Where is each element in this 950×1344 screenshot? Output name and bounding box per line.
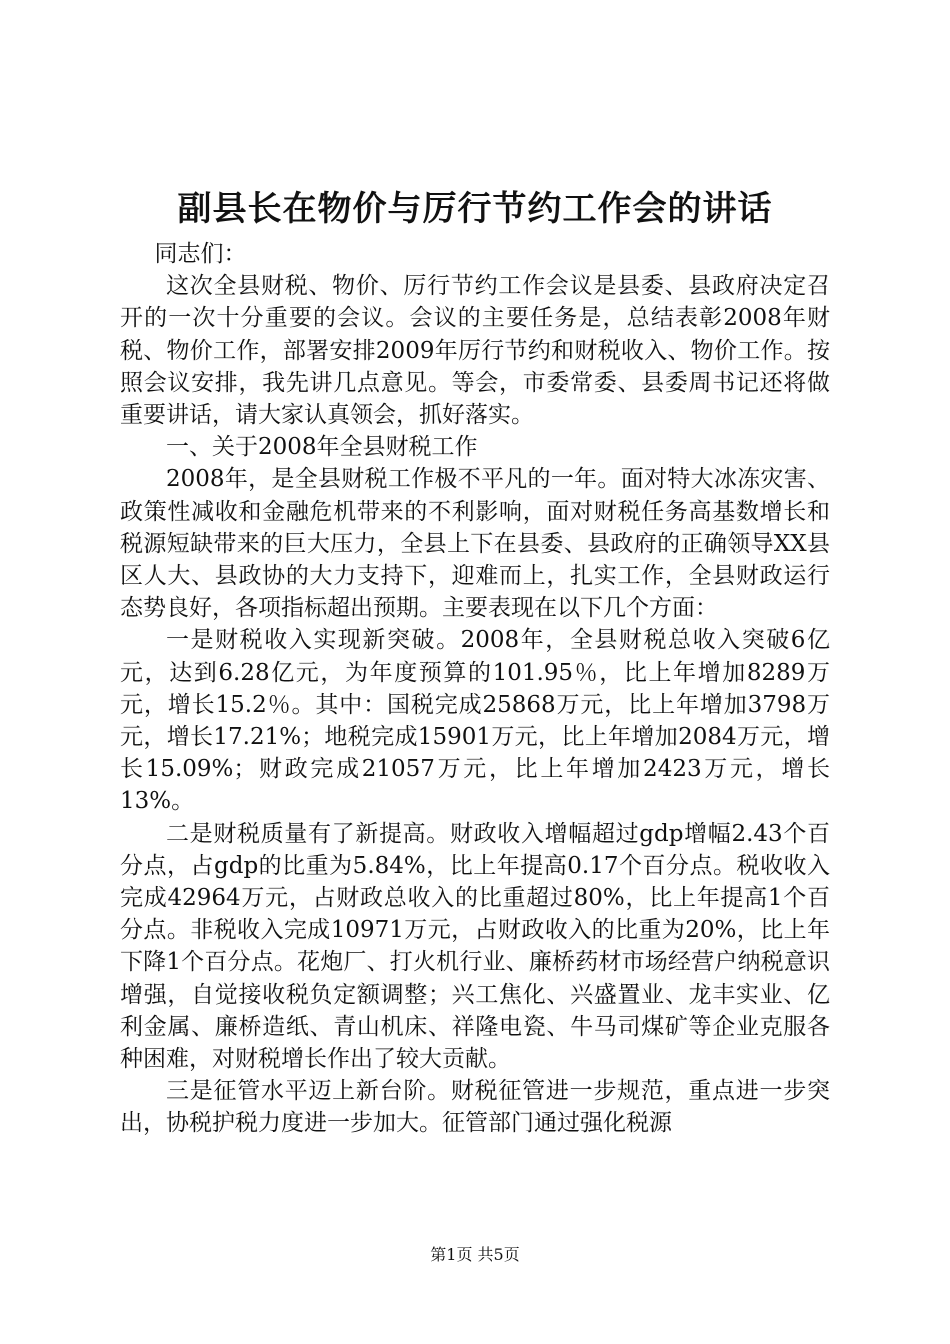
section-heading: 一、关于2008年全县财税工作 bbox=[166, 434, 478, 461]
greeting: 同志们： bbox=[154, 241, 247, 267]
document-body bbox=[120, 238, 830, 1140]
paragraph-overview: 2008年，是全县财税工作极不平凡的一年。面对特大冰冻灾害、政策性减收和金融危机带来的不利影响，面对财税任务高基数增长和税源短缺带来的巨大压力，全县上下在县委、县政府的正确领导XX县区人大、县政协的大力支持下，迎难而上，扎实工作，全县财政运行态势良好，各项指标超出预期。主要表现在以下几个方面： bbox=[120, 466, 830, 622]
document-title: 副县长在物价与厉行节约工作会的讲话 bbox=[177, 189, 773, 229]
paragraph-management: 三是征管水平迈上新台阶。财税征管进一步规范，重点进一步突出，协税护税力度进一步加大。征管部门通过强化税源 bbox=[120, 1078, 830, 1137]
page-number: 第1页 共5页 bbox=[430, 1245, 520, 1264]
paragraph-intro: 这次全县财税、物价、厉行节约工作会议是县委、县政府决定召开的一次十分重要的会议。会议的主要任务是，总结表彰2008年财税、物价工作，部署安排2009年厉行节约和财税收入、物价工作。按照会议安排，我先讲几点意见。等会，市委常委、县委周书记还将做重要讲话，请大家认真领会，抓好落实。 bbox=[120, 273, 830, 429]
paragraph-quality: 二是财税质量有了新提高。财政收入增幅超过gdp增幅2.43个百分点，占gdp的比重为5.84%，比上年提高0.17个百分点。税收收入完成42964万元，占财政总收入的比重超过80%，比上年提高1个百分点。非税收入完成10971万元，占财政收入的比重为20%，比上年下降1个百分点。花炮厂、打火机行业、廉桥药材市场经营户纳税意识增强，自觉接收税负定额调整；兴工焦化、兴盛置业、龙丰实业、亿利金属、廉桥造纸、青山机床、祥隆电瓷、牛马司煤矿等企业克服各种困难，对财税增长作出了较大贡献。 bbox=[120, 820, 830, 1073]
paragraph-revenue: 一是财税收入实现新突破。2008年，全县财税总收入突破6亿元，达到6.28亿元，为年度预算的101.95％，比上年增加8289万元，增长15.2％。其中：国税完成25868万元，比上年增加3798万元，增长17.21%；地税完成15901万元，比上年增加2084万元，增长15.09%；财政完成21057万元，比上年增加2423万元，增长13%。 bbox=[120, 627, 830, 815]
